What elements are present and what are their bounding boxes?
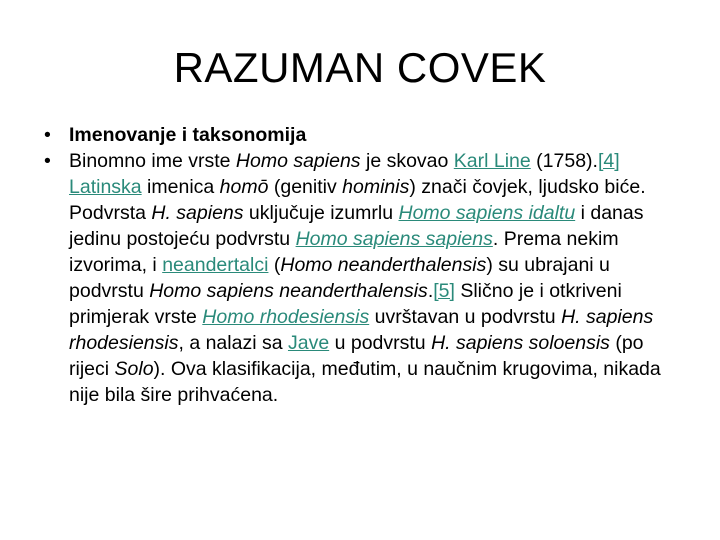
paragraph-text: . Prema nekim izvorima, i — [69, 228, 619, 276]
link-latinska[interactable]: Latinska — [69, 176, 142, 198]
paragraph-text: i danas jedinu postojeću podvrstu — [69, 202, 644, 250]
species-name-italic: Homo sapiens neanderthalensis — [149, 280, 428, 302]
paragraph-text: . — [427, 280, 434, 302]
link-homo-sapiens-idaltu[interactable]: Homo sapiens idaltu — [398, 202, 576, 224]
bullet-item-paragraph — [44, 148, 684, 408]
paragraph-text: ( — [268, 254, 281, 276]
term-italic: hominis — [342, 176, 410, 198]
species-name-italic: Homo sapiens — [235, 150, 361, 172]
reference-link-4[interactable]: [4] — [597, 150, 620, 172]
link-neandertalci[interactable]: neandertalci — [162, 254, 269, 276]
term-italic: Solo — [114, 358, 154, 380]
bullet-item-heading — [44, 122, 684, 148]
paragraph-text: (po rijeci — [69, 332, 644, 380]
paragraph-text: Binomno ime vrste — [69, 150, 236, 172]
slide-title: RAZUMAN COVEK — [173, 44, 547, 91]
paragraph-text: uključuje izumrlu — [243, 202, 399, 224]
paragraph-text: ). Ova klasifikacija, međutim, u naučnim krugovima, nikada nije bila šire prihvaćena. — [69, 358, 661, 406]
paragraph-text: ) znači čovjek, ljudsko biće. Podvrsta — [69, 176, 646, 224]
reference-link-5[interactable]: [5] — [433, 280, 455, 302]
paragraph-text: uvrštavan u podvrstu — [369, 306, 562, 328]
paragraph-text: (genitiv — [268, 176, 343, 198]
species-name-italic: H. sapiens rhodesiensis — [69, 306, 654, 354]
paragraph-text: (1758). — [530, 150, 598, 172]
bullet-heading-text: Imenovanje i taksonomija — [69, 124, 307, 146]
link-karl-line[interactable]: Karl Line — [453, 150, 531, 172]
paragraph-text: , a nalazi sa — [178, 332, 288, 354]
bullet-dot-icon: • — [44, 124, 51, 146]
link-homo-rhodesiensis[interactable]: Homo rhodesiensis — [202, 306, 370, 328]
paragraph-text: je skovao — [360, 150, 454, 172]
link-jave[interactable]: Jave — [287, 332, 330, 354]
species-name-italic: Homo neanderthalensis — [280, 254, 487, 276]
paragraph-text: ) su ubrajani u podvrstu — [69, 254, 610, 302]
term-italic: homō — [219, 176, 269, 198]
species-name-italic: H. sapiens soloensis — [431, 332, 610, 354]
paragraph-text: Slično je i otkriveni primjerak vrste — [69, 280, 622, 328]
bullet-dot-icon: • — [44, 150, 51, 172]
link-homo-sapiens-sapiens[interactable]: Homo sapiens sapiens — [295, 228, 493, 250]
paragraph-text: imenica — [141, 176, 220, 198]
bullet-list — [44, 122, 684, 408]
species-name-italic: H. sapiens — [151, 202, 244, 224]
paragraph-text: u podvrstu — [329, 332, 432, 354]
